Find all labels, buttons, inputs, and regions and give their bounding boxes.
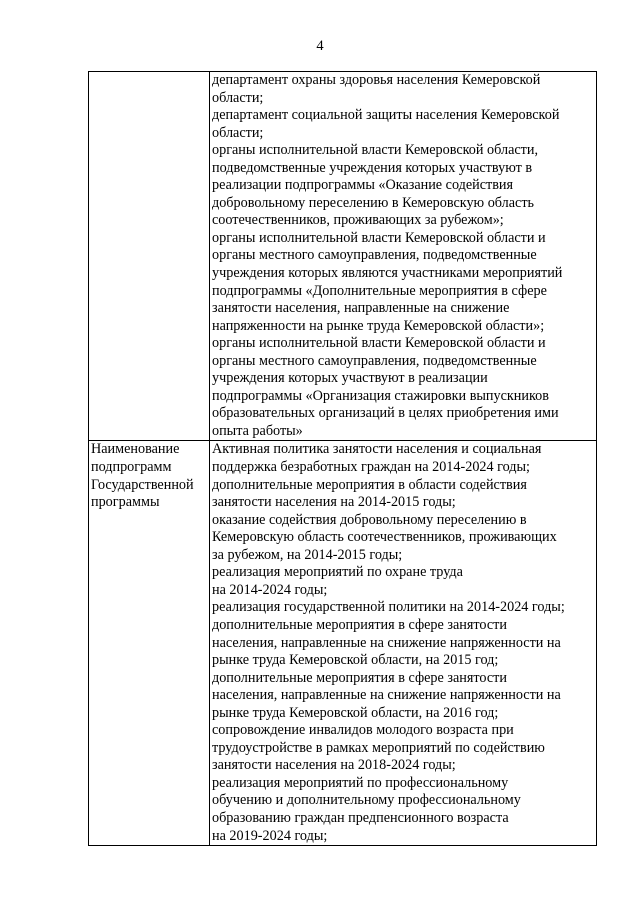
text-line: органы исполнительной власти Кемеровской области и [212,335,546,352]
text-line: занятости населения на 2018-2024 годы; [212,757,456,774]
text-line: учреждения которых участвуют в реализации [212,370,488,387]
label-cell [89,72,210,441]
content-cell [210,72,597,441]
text-line: населения, направленные на снижение напряженности на [212,634,561,651]
text-line: за рубежом, на 2014-2015 годы; [212,546,403,563]
label-cell [89,441,210,846]
text-line: напряженности на рынке труда Кемеровской области»; [212,317,545,334]
text-line: образованию граждан предпенсионного возраста [212,809,509,826]
text-line: рынке труда Кемеровской области, на 2015 год; [212,652,499,669]
table-row [89,441,597,846]
text-line: дополнительные мероприятия в области содействия [212,476,527,493]
text-line: департамент социальной защиты населения Кемеровской [212,107,560,124]
text-line: Наименование [91,441,180,458]
text-line: дополнительные мероприятия в сфере занятости [212,616,507,633]
text-line: учреждения которых являются участниками мероприятий [212,265,563,282]
text-line: органы исполнительной власти Кемеровской области, [212,142,538,159]
program-passport-table [88,71,597,846]
text-line: дополнительные мероприятия в сфере занятости [212,669,507,686]
text-line: образовательных организаций в целях приобретения ими [212,405,559,422]
text-line: подведомственные учреждения которых участвуют в [212,159,533,176]
text-line: населения, направленные на снижение напряженности на [212,687,561,704]
text-line: реализации подпрограммы «Оказание содействия [212,177,514,194]
table-row [89,72,597,441]
text-line: подпрограммы «Организация стажировки выпускников [212,387,549,404]
text-line: области; [212,89,264,106]
page-number: 4 [316,38,324,54]
text-line: обучению и дополнительному профессиональному [212,792,521,809]
text-line: поддержка безработных граждан на 2014-2024 годы; [212,459,530,476]
text-line: соотечественников, проживающих за рубежом»; [212,212,504,229]
content-cell [210,441,597,846]
text-line: области; [212,124,264,141]
text-line: реализация мероприятий по охране труда [212,564,463,581]
text-line: добровольному переселению в Кемеровскую область [212,194,534,211]
text-line: на 2019-2024 годы; [212,827,328,844]
text-line: трудоустройстве в рамках мероприятий по содействию [212,739,545,756]
text-line: на 2014-2024 годы; [212,581,328,598]
text-line: занятости населения, направленные на снижение [212,300,510,317]
text-line: Активная политика занятости населения и социальная [212,441,542,458]
text-line: занятости населения на 2014-2015 годы; [212,494,456,511]
text-line: опыта работы» [212,422,303,439]
text-line: реализация государственной политики на 2014-2024 годы; [212,599,565,616]
text-line: оказание содействия добровольному переселению в [212,511,527,528]
text-line: Государственной [91,476,194,493]
text-line: органы местного самоуправления, подведомственные [212,352,537,369]
text-line: департамент охраны здоровья населения Кемеровской [212,72,541,88]
text-line: рынке труда Кемеровской области, на 2016 год; [212,704,499,721]
text-line: подпрограмм [91,459,172,476]
text-line: органы исполнительной власти Кемеровской области и [212,229,546,246]
text-line: реализация мероприятий по профессиональному [212,774,509,791]
text-line: программы [91,494,160,511]
text-line: Кемеровскую область соотечественников, проживающих [212,529,557,546]
text-line: подпрограммы «Дополнительные мероприятия в сфере [212,282,547,299]
text-line: сопровождение инвалидов молодого возраста при [212,722,514,739]
text-line: органы местного самоуправления, подведомственные [212,247,537,264]
